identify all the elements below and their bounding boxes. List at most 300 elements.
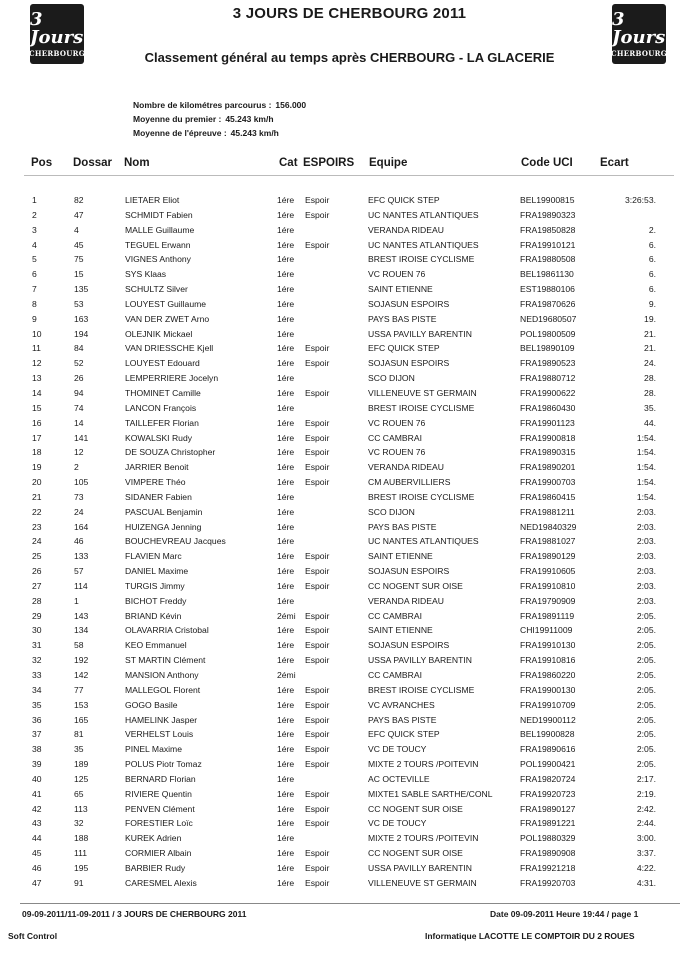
cell-cat: 1ére bbox=[277, 744, 295, 755]
cell-cat: 1ére bbox=[277, 269, 295, 280]
table-row bbox=[0, 416, 699, 431]
cell-pos: 20 bbox=[32, 477, 42, 488]
cell-dossard: 65 bbox=[74, 788, 84, 799]
cell-ecart: 2:05. bbox=[636, 684, 656, 695]
cell-espoir: Espoir bbox=[305, 803, 330, 814]
cell-ecart: 2:03. bbox=[636, 566, 656, 577]
cell-cat: 1ére bbox=[277, 803, 295, 814]
cell-ecart: 2:03. bbox=[636, 536, 656, 547]
cell-pos: 34 bbox=[32, 684, 42, 695]
cell-uci: FRA19850828 bbox=[520, 224, 576, 235]
cell-pos: 37 bbox=[32, 729, 42, 740]
logo-text: 3 Jours bbox=[612, 9, 666, 48]
cell-uci: FRA19900703 bbox=[520, 477, 576, 488]
cell-equipe: VC DE TOUCY bbox=[368, 744, 427, 755]
cell-ecart: 4:22. bbox=[636, 862, 656, 873]
cell-cat: 1ére bbox=[277, 655, 295, 666]
cell-ecart: 2. bbox=[648, 224, 656, 235]
table-row bbox=[0, 520, 699, 535]
cell-pos: 14 bbox=[32, 387, 42, 398]
cell-equipe: UC NANTES ATLANTIQUES bbox=[368, 536, 479, 547]
cell-uci: EST19880106 bbox=[520, 284, 575, 295]
cell-uci: BEL19900828 bbox=[520, 729, 575, 740]
cell-uci: FRA19921218 bbox=[520, 862, 576, 873]
cell-nom: HAMELINK Jasper bbox=[125, 714, 198, 725]
cell-dossard: 58 bbox=[74, 640, 84, 651]
cell-nom: LIETAER Eliot bbox=[125, 195, 180, 205]
table-row bbox=[0, 653, 699, 668]
cell-pos: 8 bbox=[32, 298, 37, 309]
table-row bbox=[0, 638, 699, 653]
cell-uci: FRA19910605 bbox=[520, 566, 576, 577]
cell-equipe: MIXTE1 SABLE SARTHE/CONL bbox=[368, 788, 493, 799]
cell-uci: FRA19901123 bbox=[520, 417, 575, 428]
cell-cat: 1ére bbox=[277, 759, 295, 770]
cell-ecart: 2:05. bbox=[636, 610, 656, 621]
cell-espoir: Espoir bbox=[305, 343, 330, 354]
cell-pos: 31 bbox=[32, 640, 42, 651]
cell-dossard: 35 bbox=[74, 744, 84, 755]
cell-cat: 1ére bbox=[277, 402, 295, 413]
cell-dossard: 125 bbox=[74, 773, 89, 784]
cell-pos: 21 bbox=[32, 491, 42, 502]
header-espoirs: ESPOIRS bbox=[303, 157, 355, 169]
cell-uci: FRA19890323 bbox=[520, 209, 576, 220]
cell-cat: 1ére bbox=[277, 818, 295, 829]
cell-cat: 1ére bbox=[277, 195, 295, 205]
cell-espoir: Espoir bbox=[305, 387, 330, 398]
table-row bbox=[0, 802, 699, 817]
cell-dossard: 143 bbox=[74, 610, 89, 621]
cell-ecart: 2:05. bbox=[636, 640, 656, 651]
cell-uci: FRA19890523 bbox=[520, 358, 576, 369]
cell-nom: MANSION Anthony bbox=[125, 670, 199, 680]
cell-nom: KOWALSKI Rudy bbox=[125, 432, 193, 443]
cell-cat: 1ére bbox=[277, 773, 295, 784]
cell-dossard: 53 bbox=[74, 298, 84, 309]
cell-espoir: Espoir bbox=[305, 655, 330, 666]
cell-uci: FRA19900130 bbox=[520, 684, 576, 695]
cell-cat: 1ére bbox=[277, 699, 295, 710]
cell-espoir: Espoir bbox=[305, 462, 330, 473]
table-row bbox=[0, 787, 699, 802]
cell-nom: TURGIS Jimmy bbox=[125, 580, 185, 591]
cell-dossard: 194 bbox=[74, 328, 89, 339]
table-row bbox=[0, 831, 699, 846]
cell-pos: 17 bbox=[32, 432, 42, 443]
cell-equipe: EFC QUICK STEP bbox=[368, 195, 440, 205]
cell-cat: 1ére bbox=[277, 788, 295, 799]
cell-espoir: Espoir bbox=[305, 714, 330, 725]
cell-equipe: CC CAMBRAI bbox=[368, 610, 422, 621]
cell-equipe: SAINT ETIENNE bbox=[368, 625, 433, 636]
cell-nom: DE SOUZA Christopher bbox=[125, 447, 216, 458]
header-cat: Cat bbox=[279, 157, 298, 169]
cell-cat: 1ére bbox=[277, 209, 295, 220]
logo-subtext: CHERBOURG bbox=[28, 49, 86, 58]
cell-ecart: 2:03. bbox=[636, 580, 656, 591]
cell-nom: CARESMEL Alexis bbox=[125, 877, 197, 888]
cell-ecart: 6. bbox=[648, 284, 656, 295]
cell-cat: 1ére bbox=[277, 640, 295, 651]
cell-espoir: Espoir bbox=[305, 862, 330, 873]
cell-ecart: 28. bbox=[644, 387, 656, 398]
cell-pos: 41 bbox=[32, 788, 42, 799]
cell-nom: BRIAND Kévin bbox=[125, 610, 182, 621]
footer-credit: Informatique LACOTTE LE COMPTOIR DU 2 ROUES bbox=[425, 931, 635, 941]
cell-pos: 9 bbox=[32, 313, 37, 324]
cell-equipe: UC NANTES ATLANTIQUES bbox=[368, 209, 479, 220]
cell-nom: LOUYEST Guillaume bbox=[125, 298, 207, 309]
cell-cat: 1ére bbox=[277, 328, 295, 339]
cell-cat: 1ére bbox=[277, 358, 295, 369]
table-row bbox=[0, 490, 699, 505]
cell-uci: FRA19910130 bbox=[520, 640, 576, 651]
cell-pos: 28 bbox=[32, 595, 42, 606]
cell-nom: DANIEL Maxime bbox=[125, 566, 189, 577]
cell-ecart: 1:54. bbox=[636, 432, 656, 443]
cell-dossard: 165 bbox=[74, 714, 89, 725]
cell-espoir: Espoir bbox=[305, 580, 330, 591]
cell-uci: CHI19911009 bbox=[520, 625, 573, 636]
table-row bbox=[0, 208, 699, 223]
cell-ecart: 3:26:53. bbox=[624, 195, 656, 205]
cell-cat: 1ére bbox=[277, 239, 295, 250]
cell-pos: 11 bbox=[32, 343, 41, 354]
table-row bbox=[0, 683, 699, 698]
cell-cat: 1ére bbox=[277, 224, 295, 235]
table-row bbox=[0, 223, 699, 238]
cell-uci: POL19900421 bbox=[520, 759, 576, 770]
cell-cat: 1ére bbox=[277, 313, 295, 324]
footer-software: Soft Control bbox=[8, 931, 58, 941]
cell-ecart: 3:00. bbox=[636, 833, 656, 844]
cell-dossard: 164 bbox=[74, 521, 89, 532]
table-row bbox=[0, 534, 699, 549]
cell-dossard: 188 bbox=[74, 833, 89, 844]
cell-uci: FRA19890201 bbox=[520, 462, 576, 473]
cell-pos: 38 bbox=[32, 744, 42, 755]
cell-uci: FRA19870626 bbox=[520, 298, 576, 309]
header-equipe: Equipe bbox=[369, 157, 408, 169]
cell-pos: 1 bbox=[32, 195, 37, 205]
cell-nom: HUIZENGA Jenning bbox=[125, 521, 202, 532]
cell-cat: 1ére bbox=[277, 298, 295, 309]
cell-espoir: Espoir bbox=[305, 447, 330, 458]
cell-pos: 42 bbox=[32, 803, 42, 814]
cell-nom: VIGNES Anthony bbox=[125, 254, 191, 265]
cell-equipe: BREST IROISE CYCLISME bbox=[368, 491, 475, 502]
cell-nom: LANCON François bbox=[125, 402, 197, 413]
cell-dossard: 133 bbox=[74, 551, 89, 562]
cell-dossard: 195 bbox=[74, 862, 89, 873]
cell-nom: PINEL Maxime bbox=[125, 744, 182, 755]
cell-pos: 6 bbox=[32, 269, 37, 280]
cell-ecart: 21. bbox=[644, 328, 656, 339]
cell-ecart: 2:03. bbox=[636, 521, 656, 532]
footer-date-page: Date 09-09-2011 Heure 19:44 / page 1 bbox=[490, 909, 639, 919]
cell-dossard: 14 bbox=[74, 417, 84, 428]
cell-cat: 1ére bbox=[277, 477, 295, 488]
cell-espoir: Espoir bbox=[305, 477, 330, 488]
stat-value: 45.243 km/h bbox=[230, 128, 279, 138]
cell-equipe: UC NANTES ATLANTIQUES bbox=[368, 239, 479, 250]
cell-ecart: 2:05. bbox=[636, 655, 656, 666]
cell-dossard: 2 bbox=[74, 462, 79, 473]
cell-equipe: CC NOGENT SUR OISE bbox=[368, 803, 463, 814]
cell-nom: TAILLEFER Florian bbox=[125, 417, 199, 428]
cell-equipe: SCO DIJON bbox=[368, 373, 415, 384]
results-table bbox=[0, 193, 699, 891]
cell-equipe: USSA PAVILLY BARENTIN bbox=[368, 328, 472, 339]
cell-cat: 1ére bbox=[277, 373, 295, 384]
cell-uci: FRA19880508 bbox=[520, 254, 576, 265]
cell-uci: FRA19891119 bbox=[520, 610, 575, 621]
cell-ecart: 1:54. bbox=[636, 477, 656, 488]
cell-cat: 1ére bbox=[277, 714, 295, 725]
cell-pos: 33 bbox=[32, 670, 42, 680]
cell-pos: 2 bbox=[32, 209, 37, 220]
table-row bbox=[0, 341, 699, 356]
cell-nom: VAN DRIESSCHE Kjell bbox=[125, 343, 214, 354]
cell-cat: 1ére bbox=[277, 447, 295, 458]
stat-label: Moyenne du premier : bbox=[133, 114, 222, 124]
cell-equipe: CC NOGENT SUR OISE bbox=[368, 848, 463, 859]
cell-cat: 1ére bbox=[277, 506, 295, 517]
cell-pos: 25 bbox=[32, 551, 42, 562]
table-row bbox=[0, 445, 699, 460]
cell-nom: GOGO Basile bbox=[125, 699, 178, 710]
cell-uci: FRA19920723 bbox=[520, 788, 576, 799]
cell-cat: 1ére bbox=[277, 254, 295, 265]
cell-ecart: 19. bbox=[644, 313, 656, 324]
cell-ecart: 4:31. bbox=[636, 877, 656, 888]
footer-divider bbox=[20, 903, 680, 904]
stat-average-speed bbox=[133, 126, 306, 140]
cell-pos: 24 bbox=[32, 536, 42, 547]
stat-label: Moyenne de l'épreuve : bbox=[133, 128, 227, 138]
cell-espoir: Espoir bbox=[305, 759, 330, 770]
cell-equipe: MIXTE 2 TOURS /POITEVIN bbox=[368, 833, 479, 844]
table-row bbox=[0, 252, 699, 267]
cell-espoir: Espoir bbox=[305, 432, 330, 443]
cell-equipe: PAYS BAS PISTE bbox=[368, 313, 437, 324]
cell-uci: FRA19880712 bbox=[520, 373, 576, 384]
cell-uci: FRA19890908 bbox=[520, 848, 576, 859]
cell-ecart: 2:03. bbox=[636, 595, 656, 606]
cell-equipe: CC CAMBRAI bbox=[368, 432, 422, 443]
cell-pos: 32 bbox=[32, 655, 42, 666]
cell-cat: 1ére bbox=[277, 343, 295, 354]
cell-espoir: Espoir bbox=[305, 729, 330, 740]
cell-nom: BARBIER Rudy bbox=[125, 862, 186, 873]
cell-equipe: VERANDA RIDEAU bbox=[368, 224, 444, 235]
cell-ecart: 2:03. bbox=[636, 551, 656, 562]
cell-equipe: SOJASUN ESPOIRS bbox=[368, 640, 450, 651]
cell-nom: SCHMIDT Fabien bbox=[125, 209, 193, 220]
table-row bbox=[0, 460, 699, 475]
cell-dossard: 163 bbox=[74, 313, 89, 324]
cell-pos: 12 bbox=[32, 358, 42, 369]
cell-nom: ST MARTIN Clément bbox=[125, 655, 206, 666]
cell-uci: FRA19881027 bbox=[520, 536, 576, 547]
stat-value: 156.000 bbox=[275, 100, 307, 110]
cell-equipe: MIXTE 2 TOURS /POITEVIN bbox=[368, 759, 479, 770]
cell-ecart: 1:54. bbox=[636, 491, 656, 502]
table-row bbox=[0, 356, 699, 371]
cell-ecart: 2:44. bbox=[636, 818, 656, 829]
cell-dossard: 24 bbox=[74, 506, 84, 517]
cell-nom: FLAVIEN Marc bbox=[125, 551, 182, 562]
cell-dossard: 4 bbox=[74, 224, 79, 235]
table-row bbox=[0, 816, 699, 831]
cell-nom: BERNARD Florian bbox=[125, 773, 196, 784]
logo-subtext: CHERBOURG bbox=[610, 49, 668, 58]
table-row bbox=[0, 505, 699, 520]
cell-uci: FRA19890127 bbox=[520, 803, 576, 814]
cell-ecart: 2:05. bbox=[636, 625, 656, 636]
cell-ecart: 35. bbox=[644, 402, 656, 413]
header-nom: Nom bbox=[124, 157, 150, 169]
table-row bbox=[0, 371, 699, 386]
cell-espoir: Espoir bbox=[305, 209, 330, 220]
cell-ecart: 6. bbox=[648, 269, 656, 280]
cell-ecart: 2:05. bbox=[636, 729, 656, 740]
cell-dossard: 141 bbox=[74, 432, 89, 443]
cell-nom: KUREK Adrien bbox=[125, 833, 182, 844]
cell-uci: FRA19881211 bbox=[520, 506, 575, 517]
cell-pos: 3 bbox=[32, 224, 37, 235]
cell-cat: 1ére bbox=[277, 580, 295, 591]
cell-espoir: Espoir bbox=[305, 551, 330, 562]
cell-uci: FRA19890129 bbox=[520, 551, 576, 562]
header-uci: Code UCI bbox=[521, 157, 573, 169]
cell-dossard: 114 bbox=[74, 580, 88, 591]
cell-nom: RIVIERE Quentin bbox=[125, 788, 192, 799]
table-row bbox=[0, 193, 699, 208]
header-ecart: Ecart bbox=[600, 157, 629, 169]
table-row bbox=[0, 238, 699, 253]
cell-dossard: 111 bbox=[74, 848, 88, 859]
cell-nom: JARRIER Benoit bbox=[125, 462, 189, 473]
cell-nom: BICHOT Freddy bbox=[125, 595, 187, 606]
cell-pos: 40 bbox=[32, 773, 42, 784]
cell-equipe: SAINT ETIENNE bbox=[368, 551, 433, 562]
cell-ecart: 21. bbox=[644, 343, 656, 354]
cell-equipe: VC DE TOUCY bbox=[368, 818, 427, 829]
cell-pos: 18 bbox=[32, 447, 42, 458]
cell-equipe: EFC QUICK STEP bbox=[368, 343, 440, 354]
cell-espoir: Espoir bbox=[305, 195, 330, 205]
cell-dossard: 82 bbox=[74, 195, 84, 205]
cell-ecart: 2:19. bbox=[636, 788, 656, 799]
cell-dossard: 52 bbox=[74, 358, 84, 369]
cell-dossard: 57 bbox=[74, 566, 84, 577]
cell-pos: 43 bbox=[32, 818, 42, 829]
cell-uci: FRA19860430 bbox=[520, 402, 576, 413]
cell-ecart: 9. bbox=[648, 298, 656, 309]
cell-pos: 47 bbox=[32, 877, 42, 888]
cell-pos: 13 bbox=[32, 373, 42, 384]
cell-dossard: 74 bbox=[74, 402, 84, 413]
cell-dossard: 135 bbox=[74, 284, 89, 295]
cell-cat: 1ére bbox=[277, 566, 295, 577]
cell-nom: TEGUEL Erwann bbox=[125, 239, 191, 250]
cell-dossard: 84 bbox=[74, 343, 84, 354]
cell-dossard: 46 bbox=[74, 536, 84, 547]
cell-cat: 1ére bbox=[277, 432, 295, 443]
table-row bbox=[0, 727, 699, 742]
cell-nom: CORMIER Albain bbox=[125, 848, 192, 859]
cell-uci: FRA19860415 bbox=[520, 491, 576, 502]
cell-cat: 1ére bbox=[277, 862, 295, 873]
cell-nom: LOUYEST Edouard bbox=[125, 358, 200, 369]
table-row bbox=[0, 623, 699, 638]
cell-pos: 5 bbox=[32, 254, 37, 265]
table-row bbox=[0, 668, 699, 683]
document-title: 3 JOURS DE CHERBOURG 2011 bbox=[232, 5, 467, 22]
cell-uci: NED19680507 bbox=[520, 313, 577, 324]
cell-espoir: Espoir bbox=[305, 788, 330, 799]
cell-dossard: 153 bbox=[74, 699, 89, 710]
cell-uci: POL19880329 bbox=[520, 833, 576, 844]
cell-equipe: VC ROUEN 76 bbox=[368, 269, 426, 280]
cell-pos: 22 bbox=[32, 506, 42, 517]
cell-dossard: 45 bbox=[74, 239, 84, 250]
cell-nom: FORESTIER Loïc bbox=[125, 818, 193, 829]
table-row bbox=[0, 579, 699, 594]
cell-pos: 15 bbox=[32, 402, 42, 413]
cell-cat: 1ére bbox=[277, 284, 295, 295]
header-pos: Pos bbox=[31, 157, 53, 169]
cell-pos: 36 bbox=[32, 714, 42, 725]
cell-dossard: 32 bbox=[74, 818, 84, 829]
cell-nom: VERHELST Louis bbox=[125, 729, 194, 740]
cell-equipe: AC OCTEVILLE bbox=[368, 773, 430, 784]
cell-nom: THOMINET Camille bbox=[125, 387, 201, 398]
cell-equipe: VC AVRANCHES bbox=[368, 699, 435, 710]
cell-nom: VIMPERE Théo bbox=[125, 477, 186, 488]
table-row bbox=[0, 282, 699, 297]
cell-espoir: Espoir bbox=[305, 848, 330, 859]
cell-dossard: 91 bbox=[74, 877, 84, 888]
cell-pos: 23 bbox=[32, 521, 42, 532]
cell-cat: 2émi bbox=[277, 610, 296, 621]
cell-espoir: Espoir bbox=[305, 744, 330, 755]
cell-equipe: SOJASUN ESPOIRS bbox=[368, 358, 450, 369]
cell-ecart: 2:05. bbox=[636, 759, 656, 770]
cell-equipe: VILLENEUVE ST GERMAIN bbox=[368, 387, 477, 398]
cell-dossard: 75 bbox=[74, 254, 84, 265]
cell-dossard: 94 bbox=[74, 387, 84, 398]
cell-pos: 7 bbox=[32, 284, 37, 295]
document-subtitle: Classement général au temps après CHERBOURG - LA GLACERIE bbox=[144, 50, 555, 65]
stat-distance bbox=[133, 98, 306, 112]
table-row bbox=[0, 549, 699, 564]
cell-uci: FRA19820724 bbox=[520, 773, 576, 784]
table-row bbox=[0, 594, 699, 609]
cell-pos: 10 bbox=[32, 328, 42, 339]
cell-uci: NED19840329 bbox=[520, 521, 577, 532]
cell-equipe: VERANDA RIDEAU bbox=[368, 462, 444, 473]
cell-pos: 26 bbox=[32, 566, 42, 577]
cell-cat: 1ére bbox=[277, 491, 295, 502]
cell-pos: 19 bbox=[32, 462, 42, 473]
cell-nom: MALLEGOL Florent bbox=[125, 684, 201, 695]
cell-pos: 39 bbox=[32, 759, 42, 770]
race-stats bbox=[133, 98, 306, 140]
header-divider bbox=[24, 175, 674, 176]
